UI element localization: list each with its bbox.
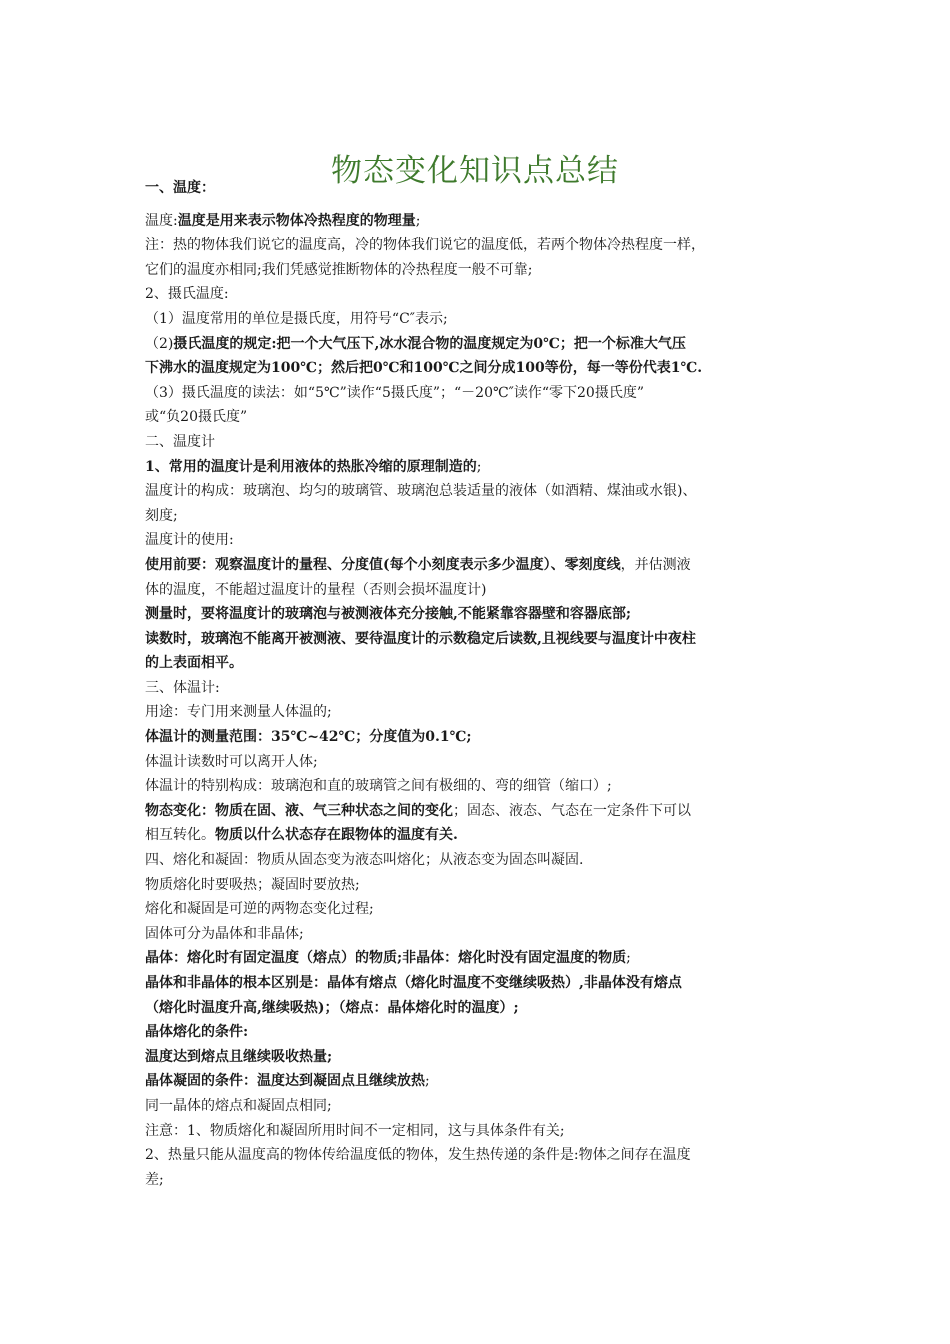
- text-line: [145, 996, 810, 1021]
- text-line: [145, 1069, 810, 1094]
- text-line: [145, 651, 810, 676]
- text-line: [145, 1168, 810, 1193]
- text-line: [145, 209, 810, 234]
- text-line: [145, 332, 810, 357]
- bold-text: 温度是用来表示物体冷热程度的物理量: [177, 212, 416, 229]
- text-line: [145, 528, 810, 553]
- text-line: [145, 725, 810, 750]
- text: 体温计读数时可以离开人体;: [145, 753, 318, 770]
- bold-text: （熔化时温度升高,继续吸热)；（熔点：晶体熔化时的温度）;: [145, 999, 519, 1016]
- text: 2、摄氏温度:: [145, 286, 229, 303]
- text-line: [145, 1119, 810, 1144]
- text: ；固态、液态、气态在一定条件下可以: [453, 802, 691, 819]
- text: 四、熔化和凝固：物质从固态变为液态叫熔化；从液态变为固态叫凝固.: [145, 852, 584, 869]
- text: （2): [145, 335, 174, 352]
- text-line: [145, 504, 810, 529]
- text-line: [145, 356, 810, 381]
- text-line: [145, 430, 810, 455]
- bold-text: 晶体：熔化时有固定温度（熔点）的物质;非晶体：熔化时没有固定温度的物质: [145, 950, 627, 967]
- text-line: [145, 405, 810, 430]
- text-line: [145, 1045, 810, 1070]
- text-line: [145, 553, 810, 578]
- text: 固体可分为晶体和非晶体;: [145, 925, 304, 942]
- bold-text: 测量时，要将温度计的玻璃泡与被测液体充分接触,不能紧靠容器壁和容器底部;: [145, 606, 632, 623]
- bold-text: 温度达到熔点且继续吸收热量;: [145, 1048, 333, 1065]
- bold-text: 一、温度：: [145, 180, 215, 196]
- text-line: [145, 455, 810, 480]
- bold-text: 使用前要：观察温度计的量程、分度值(每个小刻度表示多少温度）、零刻度线: [145, 556, 621, 573]
- text: 二、温度计: [145, 433, 215, 450]
- bold-text: 物态变化：物质在固、液、气三种状态之间的变化: [145, 802, 453, 819]
- text: ;: [425, 1073, 430, 1090]
- bold-text: 晶体凝固的条件：温度达到凝固点且继续放热: [145, 1073, 425, 1090]
- text: ，并估测液: [620, 556, 691, 573]
- text-line: [145, 774, 810, 799]
- text-line: [145, 602, 810, 627]
- text-line: [145, 1143, 810, 1168]
- text: 它们的温度亦相同;我们凭感觉推断物体的冷热程度一般不可靠;: [145, 261, 533, 278]
- document-title: 物态变化知识点总结: [331, 152, 619, 189]
- bold-text: 下沸水的温度规定为100℃；然后把0℃和100℃之间分成100等份，每一等份代表1℃.: [145, 360, 703, 377]
- text: 刻度;: [145, 507, 178, 524]
- text-line: [145, 897, 810, 922]
- text-line: [145, 381, 810, 406]
- text-line: [145, 479, 810, 504]
- text-line: [145, 971, 810, 996]
- text-line: [145, 233, 810, 258]
- text-line: [145, 676, 810, 701]
- text-line: [145, 282, 810, 307]
- text: （1）温度常用的单位是摄氏度，用符号“C″表示;: [145, 310, 448, 327]
- bold-text: 体温计的测量范围：35℃~42℃；分度值为0.1℃;: [145, 729, 472, 746]
- text: 用途：专门用来测量人体温的;: [145, 704, 332, 721]
- text-line: [145, 1094, 810, 1119]
- text: 熔化和凝固是可逆的两物态变化过程;: [145, 901, 374, 918]
- bold-text: 物质以什么状态存在跟物体的温度有关.: [215, 827, 458, 844]
- text: 物质熔化时要吸热；凝固时要放热;: [145, 876, 360, 893]
- bold-text: 的上表面相平。: [145, 655, 243, 672]
- text: 体温计的特别构成：玻璃泡和直的玻璃管之间有极细的、弯的细管（缩口）;: [145, 778, 612, 795]
- text: （3）摄氏温度的读法：如“5℃”读作“5摄氏度”；“－20℃″读作“零下20摄氏度”: [145, 384, 645, 401]
- text: 温度:: [145, 212, 178, 229]
- text: 差;: [145, 1171, 164, 1188]
- text-line: [145, 823, 810, 848]
- text: 温度计的使用:: [145, 532, 234, 549]
- bold-text: 晶体和非晶体的根本区别是：晶体有熔点（熔化时温度不变继续吸热）,非晶体没有熔点: [145, 975, 682, 991]
- bold-text: 读数时，玻璃泡不能离开被测液、要待温度计的示数稳定后读数,且视线要与温度计中夜柱: [145, 630, 696, 647]
- text: 2、热量只能从温度高的物体传给温度低的物体，发生热传递的条件是:物体之间存在温度: [145, 1147, 691, 1164]
- text-line: [145, 750, 810, 775]
- text-line: [145, 307, 810, 332]
- text: ;: [415, 212, 421, 229]
- text-line: [145, 922, 810, 947]
- text: 注：热的物体我们说它的温度高，冷的物体我们说它的温度低，若两个物体冷热程度一样，: [145, 237, 705, 254]
- text: 温度计的构成：玻璃泡、均匀的玻璃管、玻璃泡总装适量的液体（如酒精、煤油或水银)、: [145, 483, 697, 500]
- section-heading: [145, 176, 810, 201]
- text-line: [145, 848, 810, 873]
- text: 注意：1、物质熔化和凝固所用时间不一定相同，这与具体条件有关;: [145, 1122, 565, 1139]
- text-line: [145, 946, 810, 971]
- bold-text: 摄氏温度的规定:把一个大气压下,冰水混合物的温度规定为0℃；把一个标准大气压: [173, 335, 686, 352]
- text: 同一晶体的熔点和凝固点相同;: [145, 1097, 332, 1114]
- bold-text: 晶体熔化的条件:: [145, 1024, 249, 1041]
- bold-text: 1、常用的温度计是利用液体的热胀冷缩的原理制造的: [145, 458, 477, 475]
- text: ;: [626, 950, 631, 967]
- text: 三、体温计:: [145, 679, 220, 696]
- text: 相互转化。: [145, 827, 215, 844]
- text-line: [145, 700, 810, 725]
- text: 或“负20摄氏度”: [145, 409, 248, 426]
- text-line: [145, 258, 810, 283]
- document-body: [145, 176, 810, 1192]
- text: ;: [476, 458, 482, 475]
- text-line: [145, 578, 810, 603]
- text-line: [145, 873, 810, 898]
- text-line: [145, 799, 810, 824]
- text-line: [145, 627, 810, 652]
- text: 体的温度，不能超过温度计的量程（否则会损坏温度计): [145, 581, 487, 598]
- text-line: [145, 1020, 810, 1045]
